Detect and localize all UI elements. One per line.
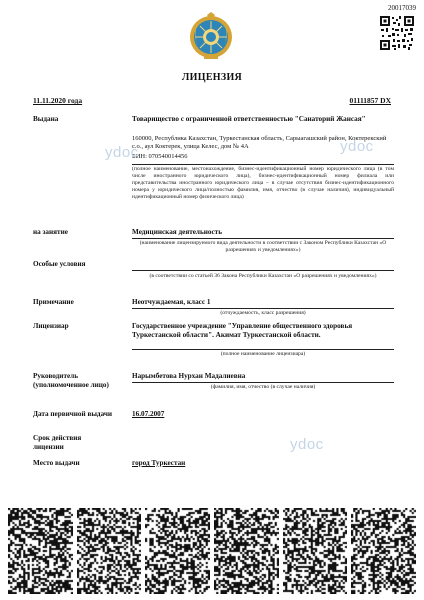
head-label [33, 372, 128, 390]
state-emblem [187, 12, 235, 60]
first-issue-value: 16.07.2007 [132, 410, 165, 418]
document-id: 20017039 [388, 4, 416, 12]
head-label-title: Руководитель [33, 372, 78, 380]
activity-note: (наименование лицензируемого вида деятельности в соответствии с Законом Республики Казахстан «О разрешениях и уведомлениях») [139, 240, 387, 253]
validity-label-title: Срок действия [33, 434, 82, 442]
divider [132, 270, 394, 271]
2d-barcode [145, 508, 210, 594]
conditions-label: Особые условия [33, 260, 86, 268]
divider [132, 349, 394, 350]
2d-barcode [283, 508, 348, 594]
head-label-subtitle: (уполномоченное лицо) [33, 381, 109, 389]
licensor-value: Государственное учреждение "Управление общественного здоровья Туркестанской области". Акимат Туркестанской области. [132, 322, 353, 339]
validity-label-subtitle: лицензии [33, 443, 64, 451]
remark-value: Неотчуждаемая, класс 1 [132, 298, 211, 306]
licensor-note: (полное наименование лицензиара) [220, 351, 306, 357]
remark-label: Примечание [33, 298, 74, 306]
qr-code [380, 16, 414, 50]
issued-label: Выдана [33, 115, 59, 123]
activity-label: на занятие [33, 228, 68, 236]
license-number: 01111857 DX [349, 96, 391, 105]
2d-barcode [351, 508, 416, 594]
issued-name: Товарищество с ограниченной ответственностью "Санаторий Жансая" [132, 115, 366, 123]
watermark: ydoc [290, 436, 324, 453]
licensor-label: Лицензиар [33, 322, 69, 330]
head-value: Нарымбетова Нурхан Мадалиевна [132, 372, 246, 380]
first-issue-label: Дата первичной выдачи [33, 410, 113, 418]
2d-barcode [8, 508, 73, 594]
validity-label [33, 434, 128, 452]
divider [132, 164, 394, 165]
conditions-note: (в соответствии со статьей 36 Закона Республики Казахстан «О разрешениях и уведомлениях») [149, 273, 377, 279]
watermark: ydoc [340, 138, 374, 155]
divider [132, 382, 394, 383]
2d-barcode [77, 508, 142, 594]
head-note: (фамилия, имя, отчество (в случае наличия) [210, 384, 316, 390]
issued-bin: БИН: 070540014456 [132, 153, 188, 160]
barcode-strip [8, 508, 416, 594]
page-title: ЛИЦЕНЗИЯ [181, 72, 243, 83]
watermark: ydoc [105, 144, 139, 161]
activity-value: Медицинская деятельность [132, 228, 223, 236]
issued-address: 160000, Республика Казахстан, Туркестанская область, Сарыагашский район, Коктерекский с.о., аул Коктерек, улица Келес, дом № 4А [132, 135, 387, 150]
issued-note: (полное наименование, местонахождение, бизнес-идентификационный номер юридического лица (в том числе иностранного юридического лица), бизнес-идентификационный номер филиала или представительства иностранного юридического лица – в случае отсутствия бизнес-идентификационного номера у юридического лица/полностью фамилия, имя, отчество (в случае наличия), индивидуальный идентификационный номер физического лица) [132, 166, 394, 200]
issue-date: 11.11.2020 года [33, 96, 83, 105]
divider [132, 308, 394, 309]
place-label: Место выдачи [33, 459, 80, 467]
remark-note: (отчуждаемость, класс разрешения) [220, 310, 306, 316]
place-value: город Туркестан [132, 459, 186, 467]
divider [132, 238, 394, 239]
2d-barcode [214, 508, 279, 594]
